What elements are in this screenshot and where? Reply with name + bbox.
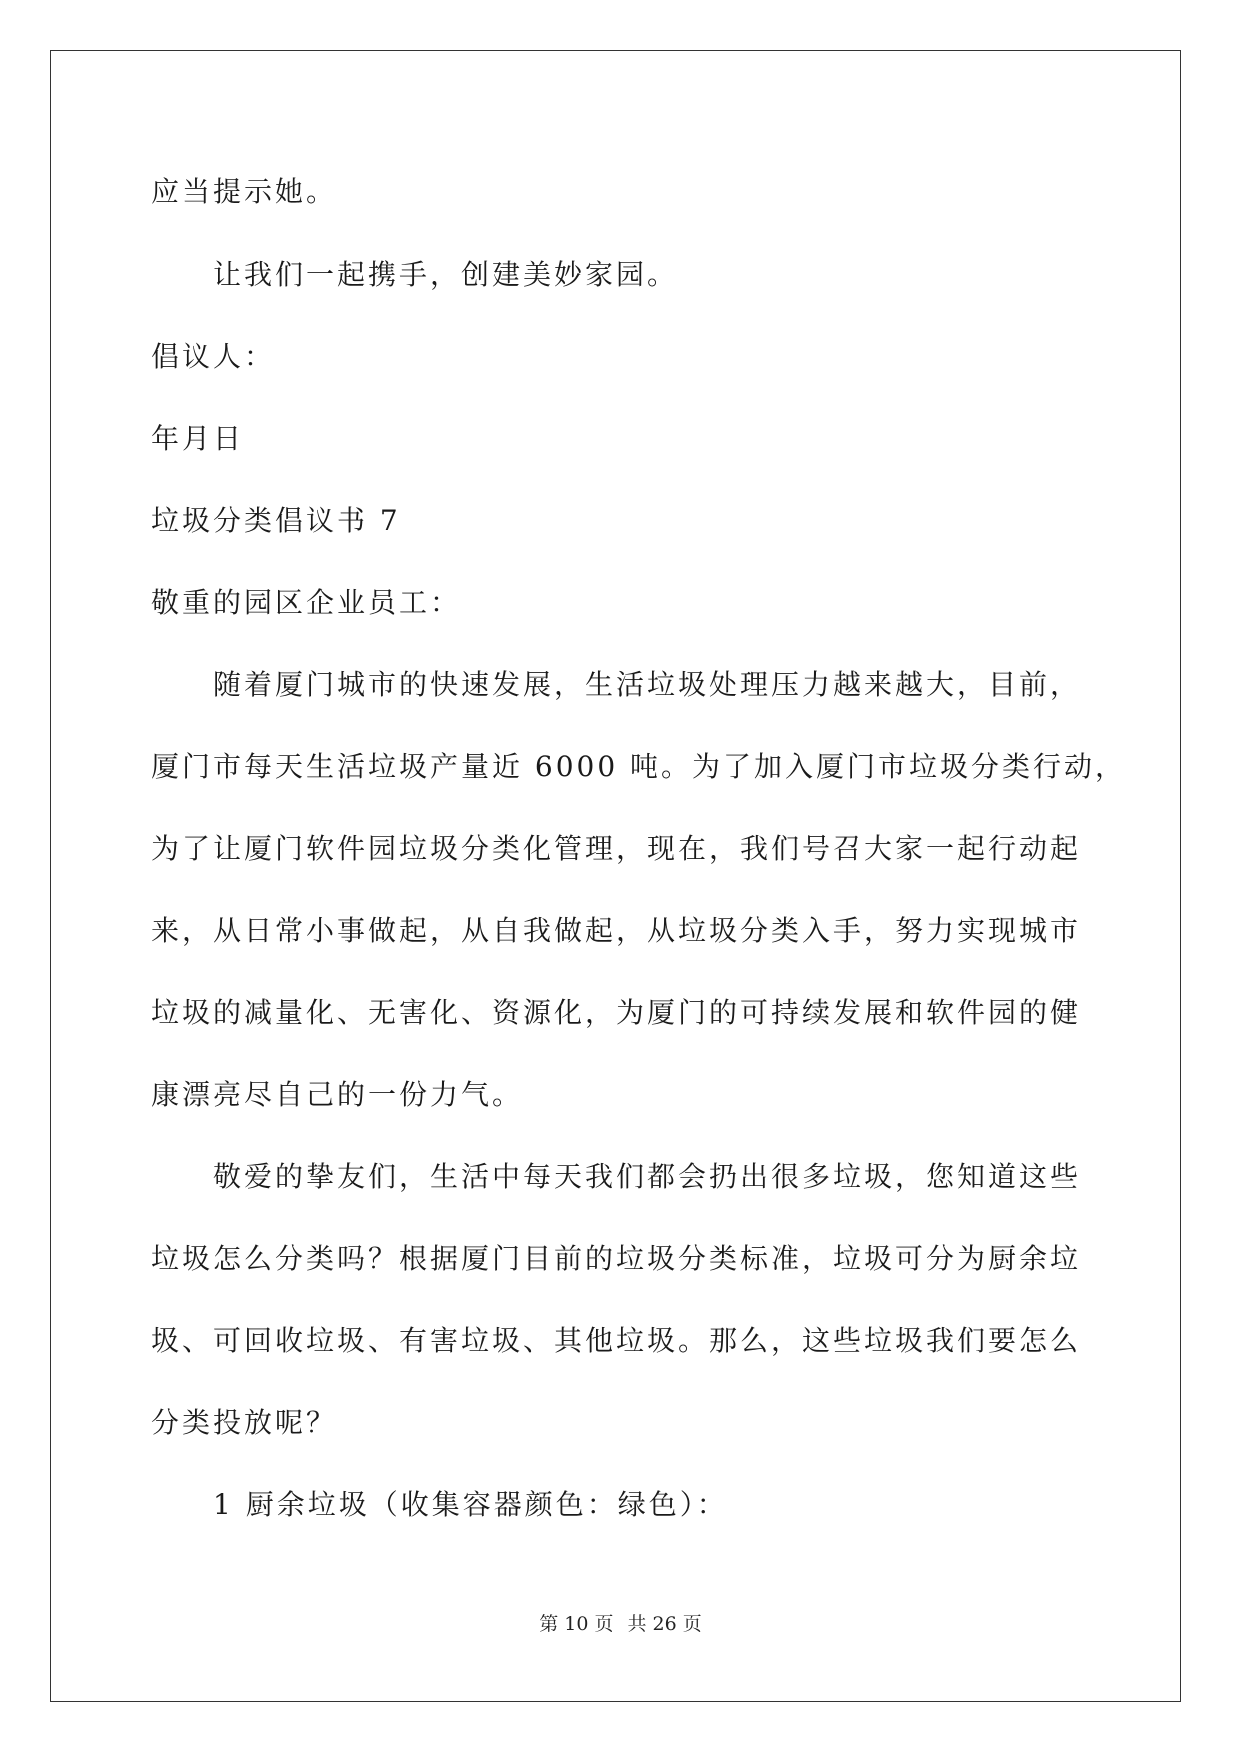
- page-total: 共 26 页: [627, 1613, 702, 1635]
- text-line: 垃圾怎么分类吗？根据厦门目前的垃圾分类标准，垃圾可分为厨余垃: [151, 1242, 1082, 1275]
- signature-label: 倡议人：: [151, 340, 276, 373]
- page-footer: [0, 1612, 1241, 1636]
- text-line: 垃圾的减量化、无害化、资源化，为厦门的可持续发展和软件园的健: [151, 996, 1082, 1029]
- text-line: 圾、可回收垃圾、有害垃圾、其他垃圾。那么，这些垃圾我们要怎么: [151, 1324, 1082, 1357]
- text-line: 分类投放呢？: [151, 1406, 338, 1439]
- text-line: 为了让厦门软件园垃圾分类化管理，现在，我们号召大家一起行动起: [151, 832, 1082, 865]
- text-line: 让我们一起携手，创建美妙家园。: [213, 258, 679, 291]
- text-line: 应当提示她。: [151, 175, 338, 208]
- section-title: 垃圾分类倡议书 7: [151, 504, 401, 537]
- salutation: 敬重的园区企业员工：: [151, 586, 462, 619]
- text-line: 康漂亮尽自己的一份力气。: [151, 1078, 524, 1111]
- text-line: 来，从日常小事做起，从自我做起，从垃圾分类入手，努力实现城市: [151, 914, 1082, 947]
- list-item-heading: 1 厨余垃圾（收集容器颜色：绿色）：: [213, 1488, 728, 1521]
- page-number: 第 10 页: [539, 1613, 614, 1635]
- text-line: 随着厦门城市的快速发展，生活垃圾处理压力越来越大，目前，: [213, 668, 1082, 701]
- text-line: 敬爱的挚友们，生活中每天我们都会扔出很多垃圾，您知道这些: [213, 1160, 1082, 1193]
- text-line: 厦门市每天生活垃圾产量近 6000 吨。为了加入厦门市垃圾分类行动，: [151, 750, 1127, 783]
- date-label: 年月日: [151, 422, 245, 455]
- page-border: [50, 50, 1181, 1702]
